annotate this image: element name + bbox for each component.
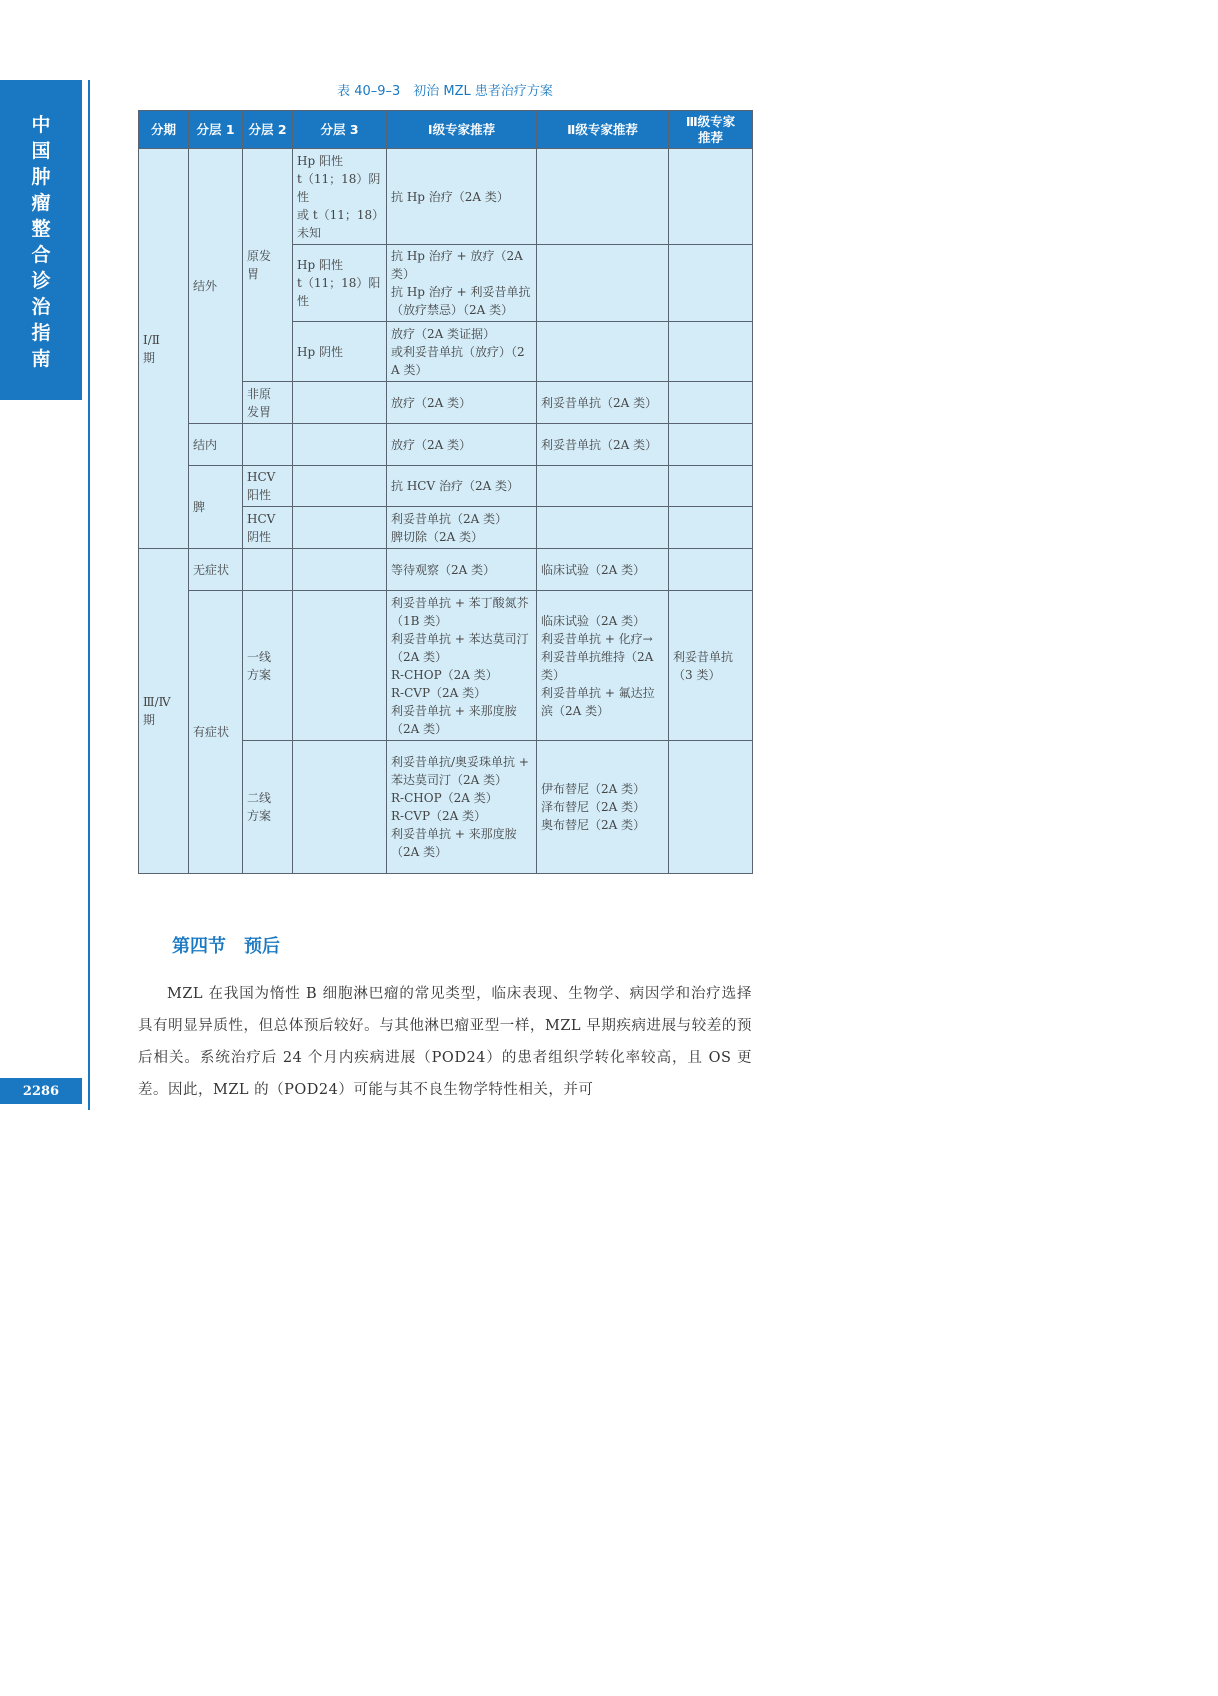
table-row bbox=[139, 549, 753, 591]
first-line-rec3: 利妥昔单抗（3 类） bbox=[669, 591, 753, 741]
table-row bbox=[139, 466, 753, 507]
table-row bbox=[139, 424, 753, 466]
header-strata-3: 分层 3 bbox=[293, 111, 387, 149]
empty-cell bbox=[669, 382, 753, 424]
empty-cell bbox=[669, 149, 753, 245]
book-title-tab bbox=[0, 80, 82, 400]
hp-pos-t1118-cell: Hp 阳性 t（11；18）阳性 bbox=[293, 245, 387, 322]
empty-cell bbox=[669, 549, 753, 591]
sidebar-title-char: 诊 bbox=[31, 270, 51, 292]
empty-cell bbox=[669, 245, 753, 322]
asymptomatic-rec1: 等待观察（2A 类） bbox=[387, 549, 537, 591]
asymptomatic-rec2: 临床试验（2A 类） bbox=[537, 549, 669, 591]
second-line-rec2: 伊布替尼（2A 类） 泽布替尼（2A 类） 奥布替尼（2A 类） bbox=[537, 741, 669, 874]
hp-pos-unknown-rec1: 抗 Hp 治疗（2A 类） bbox=[387, 149, 537, 245]
treatment-table bbox=[138, 110, 753, 874]
hcv-neg-cell: HCV 阴性 bbox=[243, 507, 293, 549]
table-row bbox=[139, 149, 753, 245]
empty-cell bbox=[293, 507, 387, 549]
non-primary-rec1: 放疗（2A 类） bbox=[387, 382, 537, 424]
empty-cell bbox=[293, 382, 387, 424]
empty-cell bbox=[537, 322, 669, 382]
section-heading bbox=[172, 932, 280, 958]
table-row bbox=[139, 591, 753, 741]
non-primary-rec2: 利妥昔单抗（2A 类） bbox=[537, 382, 669, 424]
empty-cell bbox=[669, 507, 753, 549]
sidebar-title-char: 指 bbox=[31, 322, 51, 344]
table-caption: 表 40–9–3 初治 MZL 患者治疗方案 bbox=[337, 84, 553, 99]
empty-cell bbox=[293, 466, 387, 507]
extranodal-cell: 结外 bbox=[189, 149, 243, 424]
hp-neg-rec1: 放疗（2A 类证据） 或利妥昔单抗（放疗）（2A 类） bbox=[387, 322, 537, 382]
empty-cell bbox=[243, 549, 293, 591]
empty-cell bbox=[293, 424, 387, 466]
empty-cell bbox=[293, 549, 387, 591]
empty-cell bbox=[243, 424, 293, 466]
asymptomatic-cell: 无症状 bbox=[189, 549, 243, 591]
section-number: 第四节 bbox=[172, 936, 226, 957]
second-line-rec1: 利妥昔单抗/奥妥珠单抗 + 苯达莫司汀（2A 类） R-CHOP（2A 类） R-CVP（2A 类） 利妥昔单抗 + 来那度胺（2A 类） bbox=[387, 741, 537, 874]
hcv-neg-rec1: 利妥昔单抗（2A 类） 脾切除（2A 类） bbox=[387, 507, 537, 549]
stage-3-4-cell: Ⅲ/Ⅳ 期 bbox=[139, 549, 189, 874]
spleen-cell: 脾 bbox=[189, 466, 243, 549]
section-title: 预后 bbox=[244, 936, 280, 957]
sidebar-title-char: 国 bbox=[31, 140, 51, 162]
header-strata-1: 分层 1 bbox=[189, 111, 243, 149]
empty-cell bbox=[669, 424, 753, 466]
empty-cell bbox=[669, 741, 753, 874]
page-number: 2286 bbox=[0, 1078, 82, 1104]
sidebar-title-char: 整 bbox=[31, 218, 51, 240]
first-line-rec1: 利妥昔单抗 + 苯丁酸氮芥（1B 类） 利妥昔单抗 + 苯达莫司汀（2A 类） R-CHOP（2A 类） R-CVP（2A 类） 利妥昔单抗 + 来那度胺（2A 类） bbox=[387, 591, 537, 741]
header-strata-2: 分层 2 bbox=[243, 111, 293, 149]
first-line-cell: 一线 方案 bbox=[243, 591, 293, 741]
nodal-rec2: 利妥昔单抗（2A 类） bbox=[537, 424, 669, 466]
body-paragraph: MZL 在我国为惰性 B 细胞淋巴瘤的常见类型，临床表现、生物学、病因学和治疗选择具有明显异质性，但总体预后较好。与其他淋巴瘤亚型一样，MZL 早期疾病进展与较差的预后相关。系统治疗后 24 个月内疾病进展（POD24）的患者组织学转化率较高，且 OS 更差。因此，MZL 的（POD24）可能与其不良生物学特性相关，并可 bbox=[138, 986, 752, 1098]
margin-rule bbox=[88, 80, 90, 1110]
sidebar-title-char: 中 bbox=[31, 114, 51, 136]
nodal-rec1: 放疗（2A 类） bbox=[387, 424, 537, 466]
empty-cell bbox=[669, 322, 753, 382]
sidebar-title-char: 南 bbox=[31, 348, 51, 370]
sidebar-title-char: 肿 bbox=[31, 166, 51, 188]
second-line-cell: 二线 方案 bbox=[243, 741, 293, 874]
hcv-pos-rec1: 抗 HCV 治疗（2A 类） bbox=[387, 466, 537, 507]
empty-cell bbox=[293, 591, 387, 741]
empty-cell bbox=[669, 466, 753, 507]
stage-1-2-cell: Ⅰ/Ⅱ 期 bbox=[139, 149, 189, 549]
empty-cell bbox=[537, 245, 669, 322]
hp-neg-cell: Hp 阴性 bbox=[293, 322, 387, 382]
header-level-1: Ⅰ级专家推荐 bbox=[387, 111, 537, 149]
sidebar-title-char: 瘤 bbox=[31, 192, 51, 214]
header-level-2: Ⅱ级专家推荐 bbox=[537, 111, 669, 149]
table-header-row bbox=[139, 111, 753, 149]
empty-cell bbox=[537, 149, 669, 245]
hp-pos-t1118-rec1: 抗 Hp 治疗 + 放疗（2A 类） 抗 Hp 治疗 + 利妥昔单抗（放疗禁忌）（2A 类） bbox=[387, 245, 537, 322]
empty-cell bbox=[537, 507, 669, 549]
nodal-cell: 结内 bbox=[189, 424, 243, 466]
empty-cell bbox=[537, 466, 669, 507]
symptomatic-cell: 有症状 bbox=[189, 591, 243, 874]
non-primary-gastric-cell: 非原 发胃 bbox=[243, 382, 293, 424]
sidebar-title-char: 治 bbox=[31, 296, 51, 318]
hp-pos-unknown-cell: Hp 阳性 t（11；18）阴性 或 t（11；18）未知 bbox=[293, 149, 387, 245]
empty-cell bbox=[293, 741, 387, 874]
primary-gastric-cell: 原发 胃 bbox=[243, 149, 293, 382]
header-stage: 分期 bbox=[139, 111, 189, 149]
sidebar-title-char: 合 bbox=[31, 244, 51, 266]
hcv-pos-cell: HCV 阳性 bbox=[243, 466, 293, 507]
header-level-3: Ⅲ级专家 推荐 bbox=[669, 111, 753, 149]
first-line-rec2: 临床试验（2A 类） 利妥昔单抗 + 化疗→利妥昔单抗维持（2A 类） 利妥昔单抗 + 氟达拉滨（2A 类） bbox=[537, 591, 669, 741]
